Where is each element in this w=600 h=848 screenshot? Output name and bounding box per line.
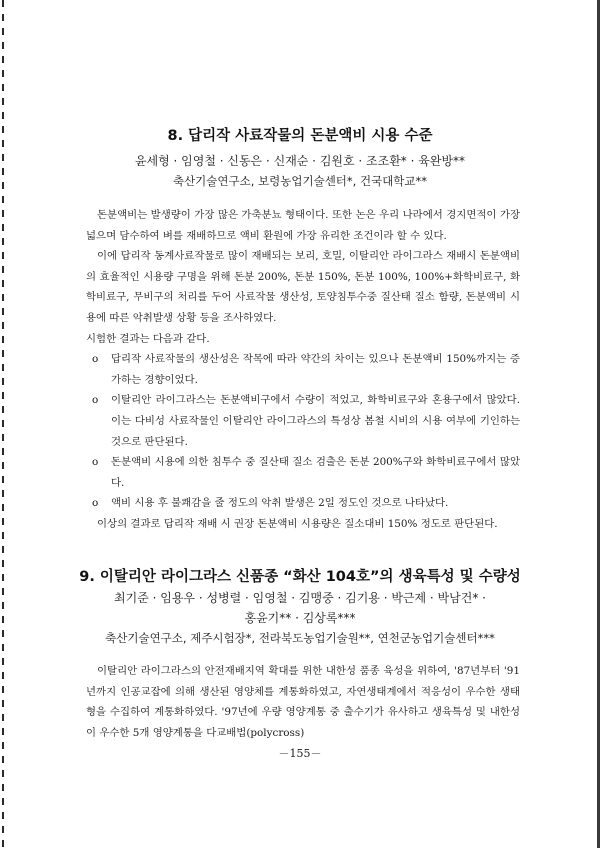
section-8-authors: 윤세형 · 임영철 · 신동은 · 신재순 · 김원호 · 조조환* · 육완방**: [134, 154, 466, 168]
section-8-paragraph: 이에 답리작 동계사료작물로 많이 재배되는 보리, 호밀, 이탈리안 라이그라스 재배시 돈분액비의 효율적인 시용량 구명을 위해 돈분 200%, 돈분 150%, 돈분 100%, 100%+화학비료구, 화학비료구, 무비구의 처리를 두어 사료작물 생산성, 토양침투수중 질산태 질소 함량, 돈분액비 시용에 따른 악취발생 상황 등을 조사하였다.: [86, 250, 520, 324]
bullet-icon: o: [92, 456, 99, 469]
result-text: 액비 시용 후 불쾌감을 줄 정도의 악취 발생은 2일 정도인 것으로 나타났다.: [111, 497, 449, 510]
result-item: [86, 349, 520, 390]
conclusion-paragraph: 이상의 결과로 답리작 재배 시 권장 돈분액비 시용량은 질소대비 150% 정도로 판단된다.: [97, 517, 498, 530]
section-8-affiliations: 축산기술연구소, 보령농업기술센터*, 건국대학교**: [172, 174, 428, 188]
result-text: 이탈리안 라이그라스는 돈분액비구에서 수량이 적었고, 화학비료구와 혼용구에서 많았다. 이는 다비성 사료작물인 이탈리안 라이그라스의 특성상 봄철 시비의 시용 여부에 기인하는 것으로 판단된다.: [111, 394, 520, 448]
section-9-authors: 최기준 · 임용우 · 성병렬 · 임영철 · 김맹중 · 김기용 · 박근제 · 박남건* ·: [114, 591, 486, 605]
results-intro: 시험한 결과는 다음과 같다.: [86, 332, 210, 345]
result-text: 답리작 사료작물의 생산성은 작목에 따라 약간의 차이는 있으나 돈분액비 150%까지는 증가하는 경향이었다.: [111, 353, 520, 386]
section-9-authors-continued: 홍윤기** · 김상록***: [244, 611, 356, 625]
section-9-body: [86, 661, 520, 743]
result-text: 돈분액비 시용에 의한 침투수 중 질산태 질소 검출은 돈분 200%구와 화학비료구에서 많았다.: [111, 456, 520, 489]
section-8-paragraph: 돈분액비는 발생량이 가장 많은 가축분뇨 형태이다. 또한 논은 우리 나라에서 경지면적이 가장 넓으며 담수하여 벼를 재배하므로 액비 환원에 가장 유리한 조건이라 할 수 있다.: [86, 209, 520, 242]
result-item: [86, 390, 520, 452]
page-number: －155－: [278, 747, 322, 760]
result-item: [86, 452, 520, 493]
section-9-affiliations: 축산기술연구소, 제주시험장*, 전라북도농업기술원**, 연천군농업기술센터***: [105, 631, 495, 645]
section-9-paragraph: 이탈리안 라이그라스의 안전재배지역 확대를 위한 내한성 품종 육성을 위하여, '87년부터 '91년까지 인공교잡에 의해 생산된 영양체를 계통화하였고, 자연생태계에서 적응성이 우수한 생태형을 수집하여 계통화하였다. '97년에 우량 영양계통 중 출수기가 유사하고 생육특성 및 내한성이 우수한 5개 영양계통을 다교배법(polycross): [86, 665, 520, 739]
bullet-icon: o: [92, 394, 99, 407]
bullet-icon: o: [92, 497, 99, 510]
section-8-title: 8. 답리작 사료작물의 돈분액비 시용 수준: [167, 128, 433, 144]
result-item: [86, 493, 520, 514]
bullet-icon: o: [92, 353, 99, 366]
results-list: [86, 349, 520, 514]
section-8-body: [86, 205, 520, 535]
section-9-title: 9. 이탈리안 라이그라스 신품종 “화산 104호”의 생육특성 및 수량성: [79, 569, 521, 585]
